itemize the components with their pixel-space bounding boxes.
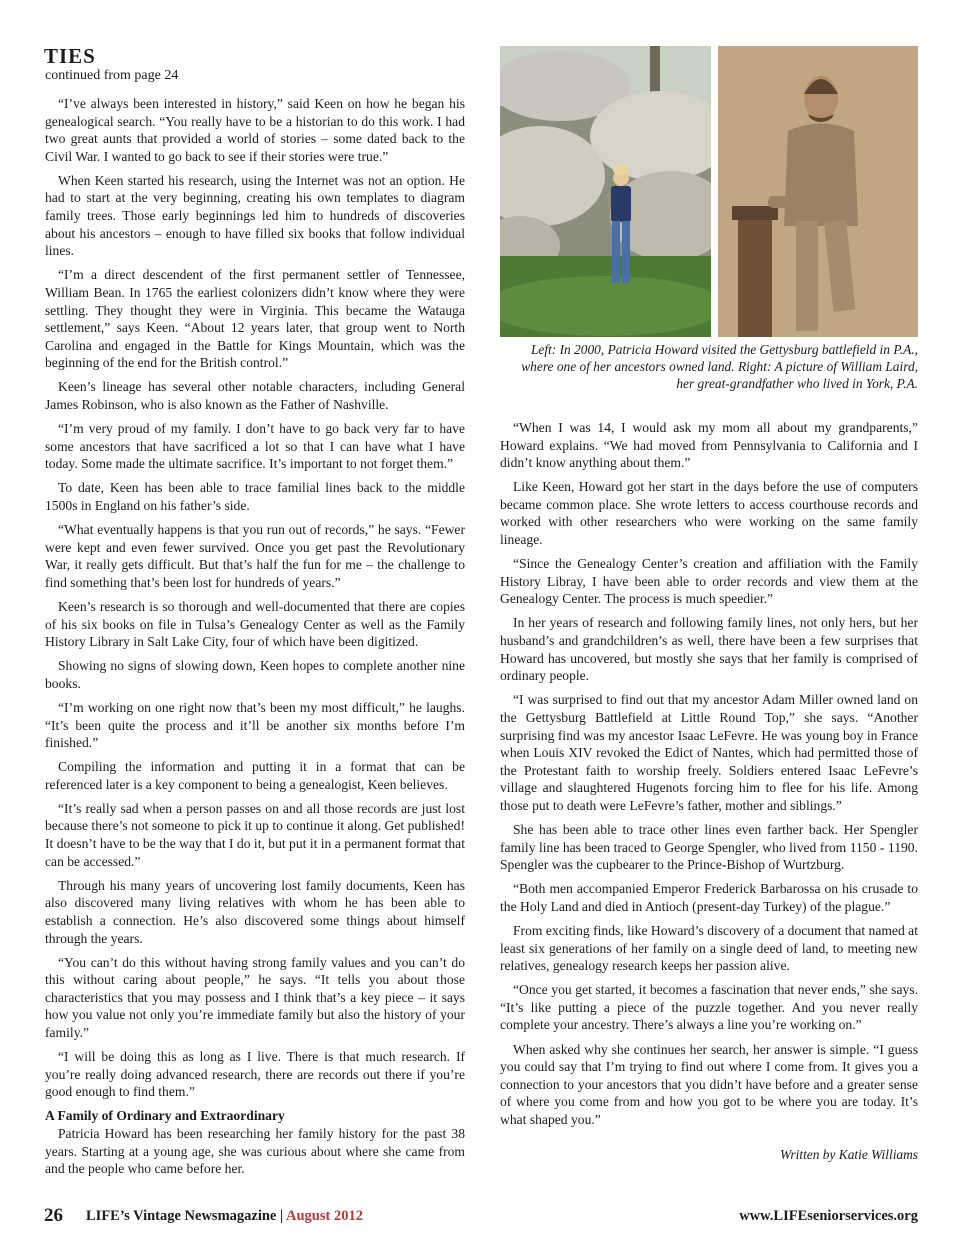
article-paragraph: Keen’s lineage has several other notable characters, including General James Robinson, who is also known as the Father of Nashville. xyxy=(45,379,465,412)
article-paragraph: “You can’t do this without having strong family values and you can’t do this without caring about people,” he says. “It tells you about those characteristics that you may possess and I think that’s a key piece – it says how you value not only you’re immediate family but also the history of your family.” xyxy=(45,954,465,1040)
article-paragraph: Patricia Howard has been researching her family history for the past 38 years. Starting at a young age, she was curious about where she came from and the people who came before her. xyxy=(45,1125,465,1177)
magazine-name: LIFE’s Vintage Newsmagazine | xyxy=(86,1208,284,1224)
page-number: 26 xyxy=(44,1205,63,1226)
byline: Written by Katie Williams xyxy=(780,1147,918,1162)
william-laird-portrait xyxy=(718,46,918,337)
article-paragraph: Showing no signs of slowing down, Keen hopes to complete another nine books. xyxy=(45,658,465,691)
article-paragraph: When asked why she continues her search, her answer is simple. “I guess you could say that I’m trying to find out where I come from. It gives you a connection to your ancestors that you didn’t have before and a greater sense of where you come from and how you got to be where you are today. It’s what shaped you.” xyxy=(500,1041,918,1127)
article-paragraph: “I’m very proud of my family. I don’t have to go back very far to have some ancestors that have sacrificed a lot so that I can have what I have today. Some made the ultimate sacrifice. It’s important to not forget them.” xyxy=(45,421,465,472)
article-paragraph: When Keen started his research, using the Internet was not an option. He had to start at the very beginning, creating his own templates to diagram family trees. Those early beginnings led him to hundreds of discoveries about his ancestors – enough to have filled six books that follow individual lines. xyxy=(45,172,465,259)
article-paragraph: “I was surprised to find out that my ancestor Adam Miller owned land on the Gettysburg Battlefield at Little Round Top,” she says. “Another surprising find was my ancestor Isaac LeFevre. He was young boy in France when Louis XIV revoked the Edict of Nantes, which had permitted those of the Protestant faith to worship freely. Soldiers entered Isaac LeFevre’s village and slaughtered Hugenots forcing him to flee for his life. Among those put to death were LeFevre’s father, mother and siblings.” xyxy=(500,692,918,813)
article-paragraph: Through his many years of uncovering lost family documents, Keen has also discovered many living relatives with whom he has been able to establish a connection. He’s also discovered some things about himself through the years. xyxy=(45,877,465,946)
article-paragraph: Compiling the information and putting it in a format that can be referenced later is a key component to being a genealogist, Keen believes. xyxy=(45,759,465,792)
photo-caption: Left: In 2000, Patricia Howard visited the Gettysburg battlefield in P.A., where one of her ancestors owned land. Right: A picture of William Laird, her great-grandfather who lived in York, P.A. xyxy=(521,342,918,391)
gettysburg-photo-image xyxy=(500,46,711,337)
article-paragraph: Keen’s research is so thorough and well-documented that there are copies of his six books on file in Tulsa’s Genealogy Center as well as the Family History Library in Salt Lake City, four of which have been digitized. xyxy=(45,598,465,650)
article-paragraph: “It’s really sad when a person passes on and all those records are just lost because there’s not someone to pick it up to continue it along. Get published! It doesn’t have to be the way that I do it, but put it in a permanent format that can be accessed.” xyxy=(45,800,465,869)
footer-magazine xyxy=(86,1208,363,1225)
article-paragraph: “I will be doing this as long as I live. There is that much research. If you’re really doing advanced research, there are records out there if you’re good enough to find them.” xyxy=(45,1049,465,1100)
right-column xyxy=(500,419,918,1135)
article-paragraph: “When I was 14, I would ask my mom all about my grandparents,” Howard explains. “We had moved from Pennsylvania to California and I didn’t know anything about them.” xyxy=(500,420,918,471)
article-paragraph: “I’m working on one right now that’s been my most difficult,” he laughs. “It’s been quite the process and it’ll be another six months before I’m finished.” xyxy=(45,699,465,751)
article-paragraph: “Since the Genealogy Center’s creation and affiliation with the Family History Libray, I have been able to order records and view them at the Genealogy Center. The process is much speedier.” xyxy=(500,556,918,607)
section-title: TIES xyxy=(44,44,96,68)
website-link[interactable]: www.LIFEseniorservices.org xyxy=(739,1208,918,1224)
article-paragraph: Like Keen, Howard got her start in the days before the use of computers became common place. She wrote letters to access courthouse records and worked with other researchers who were working on the same family lineage. xyxy=(500,479,918,548)
article-paragraph: She has been able to trace other lines even farther back. Her Spengler family line has been traced to George Spengler, who lived from 1150 - 1190. Spengler was the cupbearer to the Prince-Bishop of Wurtzburg. xyxy=(500,821,918,873)
gettysburg-photo xyxy=(500,46,711,337)
continued-note: continued from page 24 xyxy=(45,68,179,83)
article-paragraph: To date, Keen has been able to trace familial lines back to the middle 1500s in England on his father’s side. xyxy=(45,480,465,513)
article-paragraph: “What eventually happens is that you run out of records,” he says. “Fewer were kept and even fewer survived. Once you get past the Revolutionary War, it really gets difficult. But that’s half the fun for me – the challenge to find something that’s been lost for hundreds of years.” xyxy=(45,522,465,590)
william-laird-portrait-image xyxy=(718,46,918,337)
article-paragraph: “Both men accompanied Emperor Frederick Barbarossa on his crusade to the Holy Land and died in Antioch (present-day Turkey) of the plague.” xyxy=(500,881,918,914)
article-paragraph: From exciting finds, like Howard’s discovery of a document that named at least six generations of her family on a single deed of land, to meeting new relatives, genealogy research keeps her passion alive. xyxy=(500,922,918,974)
article-paragraph: In her years of research and following family lines, not only hers, but her husband’s and grandchildren’s as well, there have been a few surprises that Howard has uncovered, but mostly she says that her family is comprised of ordinary people. xyxy=(500,615,918,684)
article-paragraph: “Once you get started, it becomes a fascination that never ends,” she says. “It’s like putting a piece of the puzzle together. And you never really complete your ancestry. There’s always a line you’re working on.” xyxy=(500,982,918,1033)
subheading: A Family of Ordinary and Extraordinary xyxy=(45,1108,285,1124)
issue-date: August 2012 xyxy=(286,1208,363,1224)
article-paragraph: “I’ve always been interested in history,” said Keen on how he began his genealogical search. “You really have to be a historian to do this work. I had two great aunts that provided a world of stories – some dated back to the Civil War. I wanted to go back to see if their stories were true.” xyxy=(45,96,465,164)
article-paragraph: “I’m a direct descendent of the first permanent settler of Tennessee, William Bean. In 1765 the earliest colonizers didn’t know where they were settling. They thought they were in Virginia. This became the Watauga settlement,” says Keen. “About 12 years later, that group went to North Carolina and engaged in the Battle for Kings Mountain, which was the beginning of the end for the British control.” xyxy=(45,267,465,371)
left-column xyxy=(45,95,465,1184)
